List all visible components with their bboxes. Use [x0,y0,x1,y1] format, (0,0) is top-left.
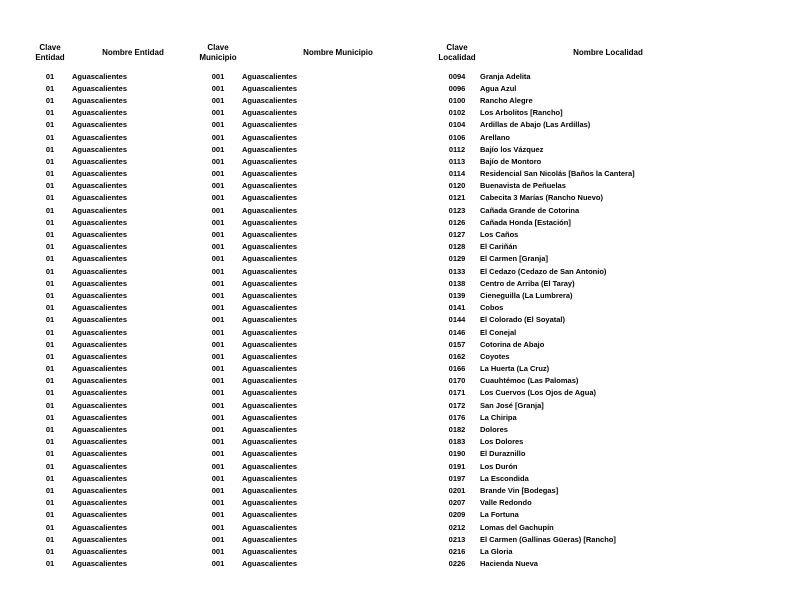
cell-clave-municipio: 001 [211,95,225,105]
cell-nombre-localidad: Lomas del Gachupín [480,522,554,532]
cell-clave-municipio: 001 [211,230,225,240]
table-row [30,497,738,509]
table-row [30,314,738,326]
cell-nombre-localidad: Coyotes [480,351,510,361]
cell-nombre-municipio: Aguascalientes [242,217,298,227]
cell-nombre-localidad: Dolores [480,425,508,435]
cell-clave-entidad: 01 [45,254,55,264]
cell-nombre-localidad: La Chiripa [480,412,517,422]
cell-nombre-municipio: Aguascalientes [242,412,298,422]
table-row [30,119,738,131]
cell-nombre-municipio: Aguascalientes [242,546,298,556]
cell-clave-entidad: 01 [45,364,55,374]
table-row [30,460,738,472]
cell-clave-localidad: 0102 [448,108,466,118]
cell-nombre-municipio: Aguascalientes [242,473,298,483]
cell-clave-entidad: 01 [45,559,55,569]
cell-clave-entidad: 01 [45,181,55,191]
cell-clave-entidad: 01 [45,95,55,105]
cell-nombre-localidad: Los Durón [480,461,518,471]
cell-nombre-entidad: Aguascalientes [72,449,128,459]
table-row [30,216,738,228]
cell-nombre-localidad: El Carmen (Gallinas Güeras) [Rancho] [480,534,616,544]
cell-nombre-municipio: Aguascalientes [242,205,298,215]
cell-clave-municipio: 001 [211,522,225,532]
cell-nombre-localidad: La Fortuna [480,510,519,520]
cell-nombre-municipio: Aguascalientes [242,510,298,520]
table-row [30,180,738,192]
cell-nombre-municipio: Aguascalientes [242,400,298,410]
cell-nombre-localidad: Bajío de Montoro [480,156,542,166]
cell-clave-entidad: 01 [45,351,55,361]
table-row [30,363,738,375]
table-row [30,326,738,338]
cell-clave-entidad: 01 [45,108,55,118]
cell-clave-localidad: 0096 [448,83,466,93]
table-row [30,265,738,277]
table-row [30,399,738,411]
cell-clave-municipio: 001 [211,144,225,154]
cell-clave-localidad: 0120 [448,181,466,191]
table-row [30,509,738,521]
cell-clave-municipio: 001 [211,205,225,215]
cell-clave-localidad: 0144 [448,315,466,325]
cell-nombre-localidad: San José [Granja] [480,400,544,410]
cell-clave-entidad: 01 [45,144,55,154]
cell-clave-localidad: 0201 [448,485,466,495]
cell-nombre-entidad: Aguascalientes [72,71,128,81]
cell-nombre-municipio: Aguascalientes [242,351,298,361]
cell-nombre-municipio: Aguascalientes [242,425,298,435]
cell-nombre-localidad: Valle Redondo [480,498,532,508]
cell-nombre-municipio: Aguascalientes [242,327,298,337]
cell-nombre-entidad: Aguascalientes [72,376,128,386]
cell-clave-localidad: 0172 [448,400,466,410]
cell-clave-entidad: 01 [45,534,55,544]
cell-clave-localidad: 0213 [448,534,466,544]
cell-clave-entidad: 01 [45,205,55,215]
cell-clave-localidad: 0166 [448,364,466,374]
cell-clave-entidad: 01 [45,473,55,483]
cell-clave-localidad: 0209 [448,510,466,520]
cell-clave-entidad: 01 [45,156,55,166]
cell-clave-municipio: 001 [211,315,225,325]
cell-nombre-entidad: Aguascalientes [72,254,128,264]
cell-clave-entidad: 01 [45,71,55,81]
table-row [30,387,738,399]
cell-clave-municipio: 001 [211,266,225,276]
cell-clave-municipio: 001 [211,71,225,81]
cell-nombre-localidad: Los Caños [480,230,519,240]
column-header-nombre-municipio: Nombre Municipio [303,48,373,57]
cell-clave-municipio: 001 [211,108,225,118]
cell-nombre-municipio: Aguascalientes [242,71,298,81]
cell-clave-entidad: 01 [45,132,55,142]
cell-clave-municipio: 001 [211,217,225,227]
cell-clave-entidad: 01 [45,230,55,240]
table-row [30,484,738,496]
cell-clave-municipio: 001 [211,120,225,130]
cell-nombre-localidad: El Carmen [Granja] [480,254,548,264]
table-row [30,155,738,167]
cell-clave-municipio: 001 [211,461,225,471]
cell-nombre-entidad: Aguascalientes [72,144,128,154]
cell-nombre-municipio: Aguascalientes [242,290,298,300]
table-row [30,192,738,204]
cell-clave-municipio: 001 [211,83,225,93]
cell-nombre-municipio: Aguascalientes [242,461,298,471]
cell-clave-entidad: 01 [45,327,55,337]
cell-nombre-municipio: Aguascalientes [242,95,298,105]
cell-nombre-localidad: Residencial San Nicolás [Baños la Cantera] [480,169,635,179]
cell-clave-localidad: 0226 [448,559,466,569]
cell-nombre-entidad: Aguascalientes [72,108,128,118]
cell-nombre-entidad: Aguascalientes [72,546,128,556]
cell-clave-localidad: 0171 [448,388,466,398]
cell-clave-entidad: 01 [45,400,55,410]
cell-nombre-localidad: Brande Vin [Bodegas] [480,485,559,495]
table-row [30,82,738,94]
cell-nombre-entidad: Aguascalientes [72,400,128,410]
cell-clave-municipio: 001 [211,290,225,300]
cell-nombre-localidad: Granja Adelita [480,71,531,81]
cell-clave-municipio: 001 [211,242,225,252]
cell-clave-municipio: 001 [211,156,225,166]
cell-clave-municipio: 001 [211,254,225,264]
table-row [30,533,738,545]
cell-nombre-municipio: Aguascalientes [242,144,298,154]
cell-nombre-municipio: Aguascalientes [242,156,298,166]
cell-clave-entidad: 01 [45,315,55,325]
cell-nombre-entidad: Aguascalientes [72,230,128,240]
cell-clave-localidad: 0141 [448,303,466,313]
cell-nombre-municipio: Aguascalientes [242,449,298,459]
cell-clave-localidad: 0123 [448,205,466,215]
cell-nombre-localidad: Hacienda Nueva [480,559,538,569]
cell-nombre-localidad: Los Arbolitos [Rancho] [480,108,563,118]
cell-nombre-municipio: Aguascalientes [242,388,298,398]
cell-nombre-entidad: Aguascalientes [72,522,128,532]
cell-nombre-entidad: Aguascalientes [72,339,128,349]
cell-nombre-municipio: Aguascalientes [242,193,298,203]
cell-nombre-entidad: Aguascalientes [72,461,128,471]
cell-nombre-municipio: Aguascalientes [242,132,298,142]
table-row [30,350,738,362]
cell-nombre-localidad: Centro de Arriba (El Taray) [480,278,575,288]
column-header-clave-entidad: Clave Entidad [35,43,65,62]
cell-nombre-entidad: Aguascalientes [72,217,128,227]
cell-clave-municipio: 001 [211,132,225,142]
cell-clave-localidad: 0190 [448,449,466,459]
cell-clave-entidad: 01 [45,266,55,276]
table-row [30,241,738,253]
cell-clave-entidad: 01 [45,303,55,313]
cell-nombre-municipio: Aguascalientes [242,266,298,276]
table-row [30,131,738,143]
cell-nombre-municipio: Aguascalientes [242,83,298,93]
table-row [30,204,738,216]
cell-nombre-entidad: Aguascalientes [72,95,128,105]
cell-nombre-localidad: La Gloria [480,546,513,556]
cell-clave-municipio: 001 [211,510,225,520]
cell-clave-localidad: 0114 [448,169,466,179]
cell-nombre-entidad: Aguascalientes [72,315,128,325]
cell-clave-localidad: 0113 [448,156,466,166]
cell-nombre-entidad: Aguascalientes [72,412,128,422]
cell-nombre-localidad: Ardillas de Abajo (Las Ardillas) [480,120,591,130]
cell-clave-localidad: 0133 [448,266,466,276]
cell-nombre-municipio: Aguascalientes [242,108,298,118]
cell-nombre-municipio: Aguascalientes [242,254,298,264]
cell-clave-municipio: 001 [211,425,225,435]
cell-clave-localidad: 0094 [448,71,466,81]
cell-nombre-municipio: Aguascalientes [242,534,298,544]
cell-nombre-entidad: Aguascalientes [72,498,128,508]
cell-clave-localidad: 0162 [448,351,466,361]
cell-nombre-municipio: Aguascalientes [242,339,298,349]
table-row [30,94,738,106]
cell-nombre-localidad: El Cedazo (Cedazo de San Antonio) [480,266,607,276]
table-header-row [30,40,738,66]
cell-nombre-entidad: Aguascalientes [72,425,128,435]
cell-clave-municipio: 001 [211,327,225,337]
cell-nombre-entidad: Aguascalientes [72,510,128,520]
cell-nombre-localidad: Cañada Grande de Cotorina [480,205,580,215]
cell-clave-municipio: 001 [211,498,225,508]
cell-nombre-localidad: El Duraznillo [480,449,526,459]
cell-clave-entidad: 01 [45,485,55,495]
table-row [30,375,738,387]
cell-clave-entidad: 01 [45,425,55,435]
cell-nombre-entidad: Aguascalientes [72,290,128,300]
cell-clave-municipio: 001 [211,449,225,459]
cell-nombre-municipio: Aguascalientes [242,242,298,252]
cell-nombre-localidad: Cabecita 3 Marías (Rancho Nuevo) [480,193,603,203]
cell-nombre-entidad: Aguascalientes [72,327,128,337]
cell-clave-entidad: 01 [45,339,55,349]
cell-nombre-localidad: Rancho Alegre [480,95,533,105]
cell-nombre-municipio: Aguascalientes [242,278,298,288]
cell-clave-localidad: 0127 [448,230,466,240]
cell-nombre-entidad: Aguascalientes [72,242,128,252]
cell-clave-municipio: 001 [211,473,225,483]
cell-clave-municipio: 001 [211,339,225,349]
cell-nombre-municipio: Aguascalientes [242,437,298,447]
cell-clave-municipio: 001 [211,364,225,374]
cell-nombre-localidad: Cobos [480,303,504,313]
cell-nombre-localidad: Los Cuervos (Los Ojos de Agua) [480,388,596,398]
column-header-clave-municipio: Clave Municipio [199,43,237,62]
table-row [30,423,738,435]
cell-clave-entidad: 01 [45,498,55,508]
cell-nombre-municipio: Aguascalientes [242,315,298,325]
cell-clave-localidad: 0112 [448,144,466,154]
cell-clave-entidad: 01 [45,278,55,288]
cell-nombre-municipio: Aguascalientes [242,181,298,191]
cell-clave-municipio: 001 [211,534,225,544]
cell-clave-municipio: 001 [211,485,225,495]
table-row [30,436,738,448]
cell-nombre-localidad: Cotorina de Abajo [480,339,545,349]
column-header-nombre-localidad: Nombre Localidad [573,48,643,57]
table-row [30,448,738,460]
table-row [30,107,738,119]
cell-clave-localidad: 0126 [448,217,466,227]
table-row [30,70,738,82]
cell-clave-entidad: 01 [45,522,55,532]
cell-clave-localidad: 0128 [448,242,466,252]
cell-clave-municipio: 001 [211,400,225,410]
cell-clave-entidad: 01 [45,120,55,130]
cell-clave-localidad: 0183 [448,437,466,447]
cell-clave-municipio: 001 [211,559,225,569]
cell-clave-municipio: 001 [211,412,225,422]
cell-clave-entidad: 01 [45,449,55,459]
cell-clave-localidad: 0207 [448,498,466,508]
cell-nombre-municipio: Aguascalientes [242,485,298,495]
table-row [30,338,738,350]
cell-clave-localidad: 0212 [448,522,466,532]
cell-nombre-localidad: El Conejal [480,327,517,337]
cell-nombre-entidad: Aguascalientes [72,388,128,398]
column-header-clave-localidad: Clave Localidad [438,43,476,62]
cell-clave-municipio: 001 [211,376,225,386]
cell-clave-municipio: 001 [211,303,225,313]
cell-clave-localidad: 0138 [448,278,466,288]
cell-nombre-entidad: Aguascalientes [72,303,128,313]
cell-clave-entidad: 01 [45,388,55,398]
cell-nombre-localidad: El Colorado (El Soyatal) [480,315,566,325]
cell-clave-entidad: 01 [45,193,55,203]
cell-nombre-entidad: Aguascalientes [72,485,128,495]
cell-clave-entidad: 01 [45,412,55,422]
cell-clave-entidad: 01 [45,510,55,520]
cell-nombre-municipio: Aguascalientes [242,522,298,532]
table-row [30,411,738,423]
cell-clave-entidad: 01 [45,461,55,471]
cell-clave-localidad: 0146 [448,327,466,337]
cell-clave-localidad: 0216 [448,546,466,556]
cell-nombre-localidad: Cuauhtémoc (Las Palomas) [480,376,579,386]
cell-nombre-localidad: Los Dolores [480,437,524,447]
table-row [30,521,738,533]
cell-nombre-localidad: Bajío los Vázquez [480,144,544,154]
cell-nombre-entidad: Aguascalientes [72,169,128,179]
cell-nombre-entidad: Aguascalientes [72,205,128,215]
cell-clave-municipio: 001 [211,169,225,179]
cell-nombre-entidad: Aguascalientes [72,120,128,130]
cell-nombre-municipio: Aguascalientes [242,120,298,130]
cell-nombre-entidad: Aguascalientes [72,278,128,288]
cell-nombre-localidad: Cieneguilla (La Lumbrera) [480,290,573,300]
cell-clave-municipio: 001 [211,546,225,556]
cell-clave-localidad: 0176 [448,412,466,422]
table-row [30,289,738,301]
cell-clave-localidad: 0191 [448,461,466,471]
table-row [30,228,738,240]
cell-clave-localidad: 0106 [448,132,466,142]
cell-nombre-entidad: Aguascalientes [72,364,128,374]
cell-clave-entidad: 01 [45,546,55,556]
cell-clave-municipio: 001 [211,193,225,203]
cell-nombre-municipio: Aguascalientes [242,376,298,386]
cell-nombre-municipio: Aguascalientes [242,303,298,313]
cell-clave-entidad: 01 [45,169,55,179]
table-row [30,253,738,265]
cell-clave-localidad: 0100 [448,95,466,105]
cell-clave-municipio: 001 [211,388,225,398]
table-row [30,277,738,289]
cell-clave-municipio: 001 [211,278,225,288]
cell-nombre-entidad: Aguascalientes [72,193,128,203]
cell-nombre-entidad: Aguascalientes [72,266,128,276]
cell-nombre-entidad: Aguascalientes [72,156,128,166]
cell-nombre-entidad: Aguascalientes [72,181,128,191]
cell-clave-municipio: 001 [211,437,225,447]
cell-nombre-entidad: Aguascalientes [72,559,128,569]
cell-nombre-localidad: El Cariñán [480,242,518,252]
table-row [30,472,738,484]
cell-clave-localidad: 0197 [448,473,466,483]
cell-nombre-entidad: Aguascalientes [72,473,128,483]
cell-clave-localidad: 0182 [448,425,466,435]
cell-nombre-entidad: Aguascalientes [72,132,128,142]
cell-nombre-localidad: Cañada Honda [Estación] [480,217,571,227]
cell-clave-municipio: 001 [211,351,225,361]
cell-nombre-municipio: Aguascalientes [242,498,298,508]
cell-clave-entidad: 01 [45,242,55,252]
cell-nombre-municipio: Aguascalientes [242,169,298,179]
cell-clave-localidad: 0170 [448,376,466,386]
cell-clave-entidad: 01 [45,217,55,227]
table-row [30,168,738,180]
cell-clave-entidad: 01 [45,376,55,386]
cell-clave-localidad: 0129 [448,254,466,264]
cell-clave-localidad: 0104 [448,120,466,130]
cell-nombre-localidad: Buenavista de Peñuelas [480,181,566,191]
cell-nombre-entidad: Aguascalientes [72,351,128,361]
cell-clave-localidad: 0121 [448,193,466,203]
cell-nombre-municipio: Aguascalientes [242,559,298,569]
cell-nombre-municipio: Aguascalientes [242,364,298,374]
cell-nombre-localidad: La Huerta (La Cruz) [480,364,550,374]
cell-clave-localidad: 0139 [448,290,466,300]
cell-clave-localidad: 0157 [448,339,466,349]
cell-nombre-localidad: Agua Azul [480,83,517,93]
cell-nombre-entidad: Aguascalientes [72,534,128,544]
table-body [30,70,738,570]
cell-clave-municipio: 001 [211,181,225,191]
cell-nombre-entidad: Aguascalientes [72,437,128,447]
column-header-nombre-entidad: Nombre Entidad [102,48,164,57]
cell-nombre-localidad: La Escondida [480,473,529,483]
cell-nombre-entidad: Aguascalientes [72,83,128,93]
cell-clave-entidad: 01 [45,437,55,447]
table-row [30,302,738,314]
cell-nombre-municipio: Aguascalientes [242,230,298,240]
table-row [30,545,738,557]
cell-clave-entidad: 01 [45,290,55,300]
cell-clave-entidad: 01 [45,83,55,93]
table-row [30,143,738,155]
table-row [30,558,738,570]
cell-nombre-localidad: Arellano [480,132,511,142]
